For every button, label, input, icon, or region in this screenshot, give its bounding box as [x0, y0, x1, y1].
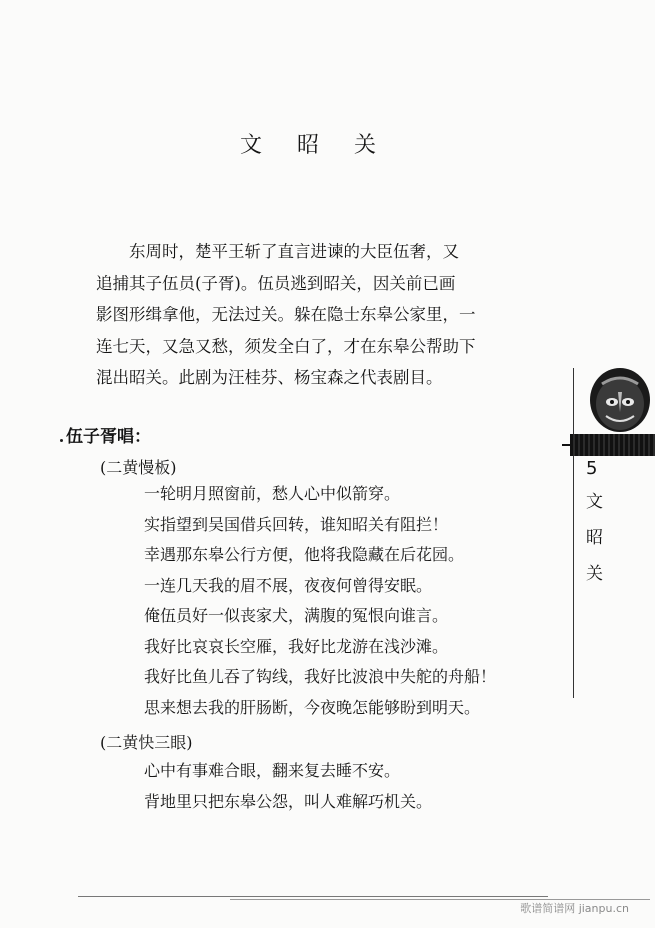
- verse-block: [144, 756, 544, 817]
- verse-line: 我好比哀哀长空雁，我好比龙游在浅沙滩。: [144, 636, 449, 656]
- page-number: 5: [586, 458, 598, 479]
- tempo-marking: (二黄快三眼): [100, 733, 193, 752]
- watermark: 歌谱简谱网 jianpu.cn: [520, 902, 629, 915]
- tempo-marking: (二黄慢板): [100, 458, 177, 477]
- intro-line: 追捕其子伍员(子胥)。伍员逃到昭关，因关前已画: [96, 273, 456, 293]
- margin-dot: [60, 439, 63, 442]
- verse-line: 思来想去我的肝肠断，今夜晚怎能够盼到明天。: [144, 697, 481, 717]
- intro-line: 东周时，楚平王斩了直言进谏的大臣伍奢，又: [129, 242, 459, 261]
- sidebar-title: [586, 484, 606, 592]
- bottom-rule: [78, 896, 548, 897]
- verse-line: 我好比鱼儿吞了钩线，我好比波浪中失舵的舟船！: [144, 667, 497, 686]
- sidebar-title-char: 关: [586, 564, 603, 584]
- sidebar-title-char: 昭: [586, 528, 603, 548]
- verse-block: [144, 479, 544, 723]
- chapter-tab: [570, 434, 655, 456]
- verse-line: 一连几天我的眉不展，夜夜何曾得安眠。: [144, 575, 433, 595]
- verse-line: 俺伍员好一似丧家犬，满腹的冤恨向谁言。: [144, 606, 449, 625]
- opera-mask-icon: [582, 364, 652, 434]
- page-title: 文 昭 关: [240, 133, 390, 158]
- intro-line: 影图形缉拿他，无法过关。躲在隐士东皋公家里，一: [96, 305, 476, 324]
- intro-line: 连七天，又急又愁，须发全白了，才在东皋公帮助下: [96, 336, 476, 356]
- sidebar-rule: [573, 368, 574, 698]
- sidebar-title-char: 文: [586, 492, 603, 512]
- verse-line: 背地里只把东皋公怨，叫人难解巧机关。: [144, 791, 433, 811]
- verse-line: 一轮明月照窗前，愁人心中似箭穿。: [144, 484, 401, 503]
- intro-line: 混出昭关。此剧为汪桂芬、杨宝森之代表剧目。: [96, 368, 443, 387]
- verse-line: 心中有事难合眼，翻来复去睡不安。: [144, 761, 401, 780]
- role-heading: 伍子胥唱：: [66, 427, 151, 447]
- intro-paragraph: [96, 236, 536, 394]
- verse-line: 幸遇那东皋公行方便，他将我隐藏在后花园。: [144, 545, 465, 564]
- verse-line: 实指望到吴国借兵回转，谁知昭关有阻拦！: [144, 514, 449, 534]
